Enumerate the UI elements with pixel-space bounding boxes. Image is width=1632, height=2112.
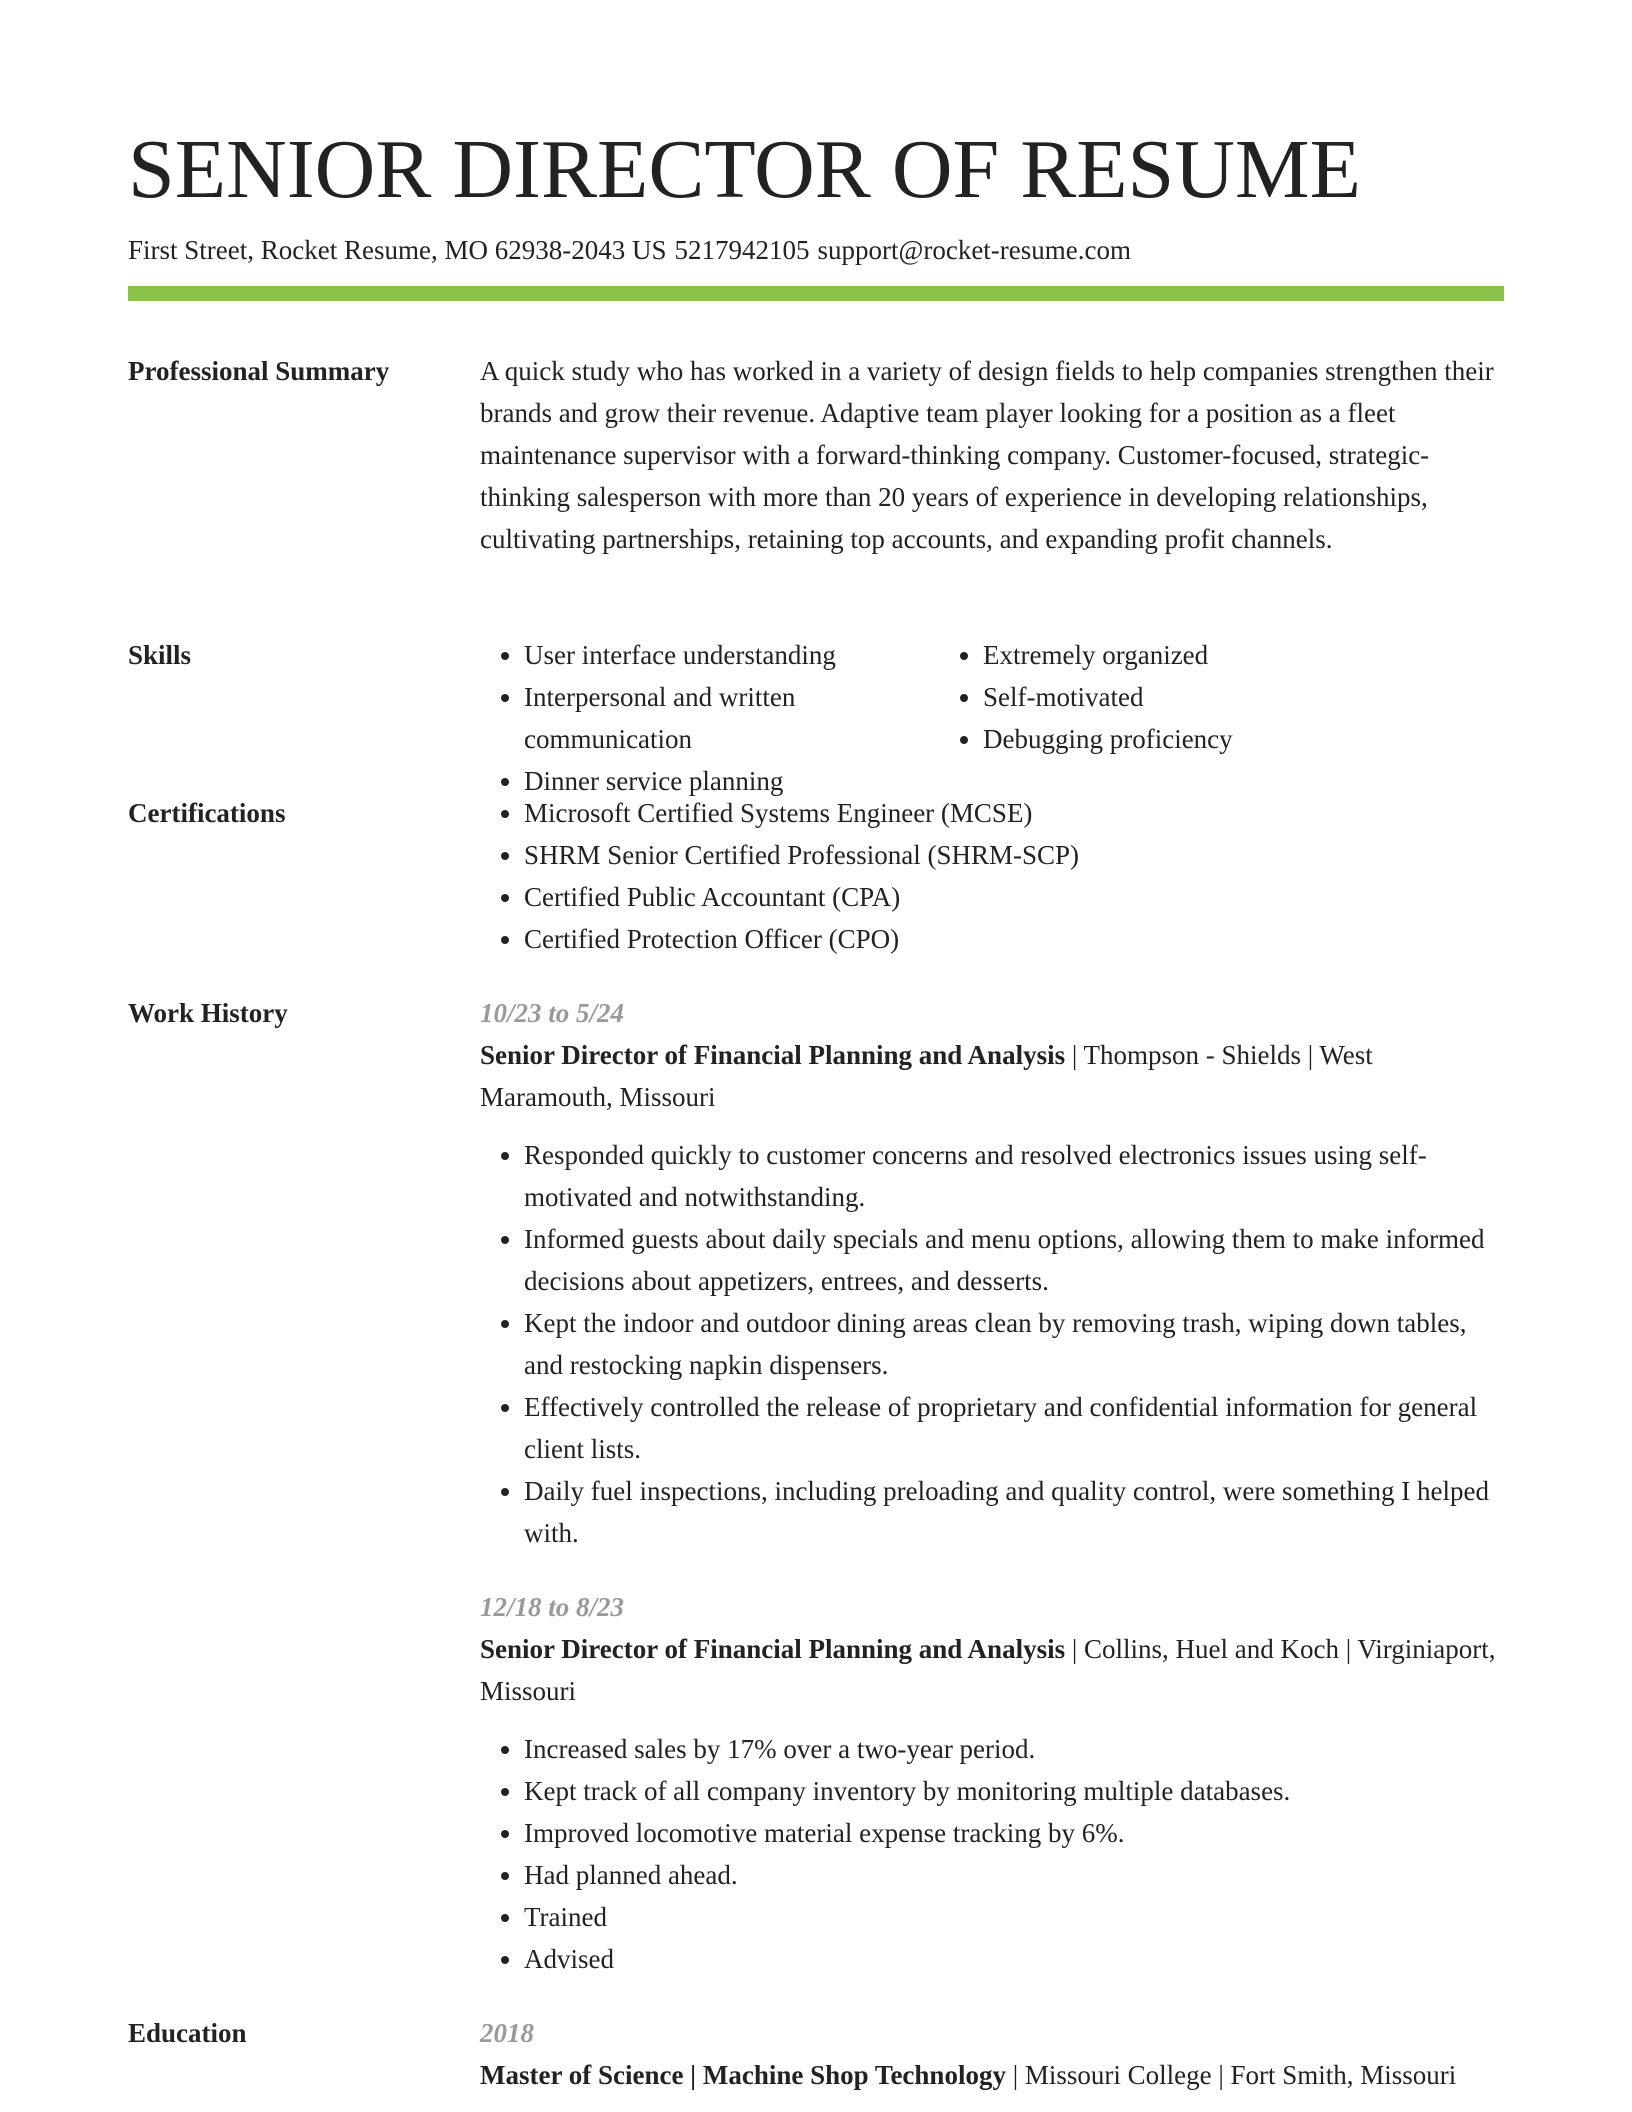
resume-header (128, 120, 1504, 268)
job-bullets (480, 1728, 1504, 1980)
job-title: Senior Director of Financial Planning and Analysis (480, 1634, 1066, 1664)
skill-item: • Extremely organized (983, 634, 1504, 676)
job-bullet: • Kept track of all company inventory by monitoring multiple databases. (524, 1770, 1504, 1812)
skill-item: • Dinner service planning (524, 760, 939, 802)
certifications-section (128, 792, 1504, 960)
education-degree: Master of Science | Machine Shop Technology (480, 2060, 1006, 2090)
job-dates: 10/23 to 5/24 (480, 998, 625, 1028)
summary-heading: Professional Summary (128, 356, 390, 386)
certifications-heading: Certifications (128, 798, 286, 828)
accent-divider (128, 286, 1504, 301)
certification-item: • Certified Protection Officer (CPO) (524, 918, 1504, 960)
job-bullet: • Responded quickly to customer concerns and resolved electronics issues using self-motivated and notwithstanding. (524, 1134, 1504, 1218)
skill-item: • User interface understanding (524, 634, 939, 676)
summary-section (128, 350, 1504, 560)
education-heading-line (480, 2054, 1504, 2096)
job-bullet: • Effectively controlled the release of proprietary and confidential information for general client lists. (524, 1386, 1504, 1470)
job-bullet: • Kept the indoor and outdoor dining areas clean by removing trash, wiping down tables, and restocking napkin dispensers. (524, 1302, 1504, 1386)
job-bullet: • Daily fuel inspections, including preloading and quality control, were something I helped with. (524, 1470, 1504, 1554)
education-section (128, 2012, 1504, 2096)
certification-item: • Certified Public Accountant (CPA) (524, 876, 1504, 918)
job-heading (480, 1628, 1504, 1712)
skills-columns (480, 634, 1504, 802)
skills-list-left (480, 634, 939, 802)
job-bullets (480, 1134, 1504, 1554)
summary-text: A quick study who has worked in a variety of design fields to help companies strengthen their brands and grow their revenue. Adaptive team player looking for a position as a fleet maintenance supervisor with a forward-thinking company. Customer-focused, strategic-thinking salesperson with more than 20 years of experience in developing relationships, cultivating partnerships, retaining top accounts, and expanding profit channels. (480, 356, 1494, 554)
skills-heading: Skills (128, 640, 192, 670)
certifications-list (480, 792, 1504, 960)
job-bullet: • Had planned ahead. (524, 1854, 1504, 1896)
job-bullet: • Advised (524, 1938, 1504, 1980)
job-bullet: • Increased sales by 17% over a two-year period. (524, 1728, 1504, 1770)
job-entry (480, 992, 1504, 1554)
education-heading: Education (128, 2018, 247, 2048)
contact-address: First Street, Rocket Resume, MO 62938-2043 US (128, 235, 667, 265)
work-history-heading: Work History (128, 998, 288, 1028)
skills-list-right (939, 634, 1504, 802)
certification-item: • SHRM Senior Certified Professional (SHRM-SCP) (524, 834, 1504, 876)
candidate-name: SENIOR DIRECTOR OF RESUME (128, 123, 1361, 216)
skill-item: • Interpersonal and written communication (524, 676, 939, 760)
job-bullet: • Improved locomotive material expense tracking by 6%. (524, 1812, 1504, 1854)
job-title: Senior Director of Financial Planning and Analysis (480, 1040, 1066, 1070)
job-details: | Thompson - Shields | West Maramouth, Missouri (480, 1040, 1373, 1112)
job-heading (480, 1034, 1504, 1118)
skill-item: • Self-motivated (983, 676, 1504, 718)
job-details: | Collins, Huel and Koch | Virginiaport, Missouri (480, 1634, 1496, 1706)
education-details: | Missouri College | Fort Smith, Missouri (1005, 2060, 1457, 2090)
certification-item: • Microsoft Certified Systems Engineer (MCSE) (524, 792, 1504, 834)
contact-email: support@rocket-resume.com (817, 235, 1132, 265)
skill-item: • Debugging proficiency (983, 718, 1504, 760)
contact-phone: 5217942105 (674, 235, 810, 265)
education-year: 2018 (480, 2018, 534, 2048)
job-entry (480, 1586, 1504, 1980)
job-bullet: • Informed guests about daily specials and menu options, allowing them to make informed decisions about appetizers, entrees, and desserts. (524, 1218, 1504, 1302)
contact-line (128, 232, 1504, 268)
job-dates: 12/18 to 8/23 (480, 1592, 625, 1622)
work-history-section (128, 992, 1504, 1980)
job-bullet: • Trained (524, 1896, 1504, 1938)
skills-section (128, 634, 1504, 802)
